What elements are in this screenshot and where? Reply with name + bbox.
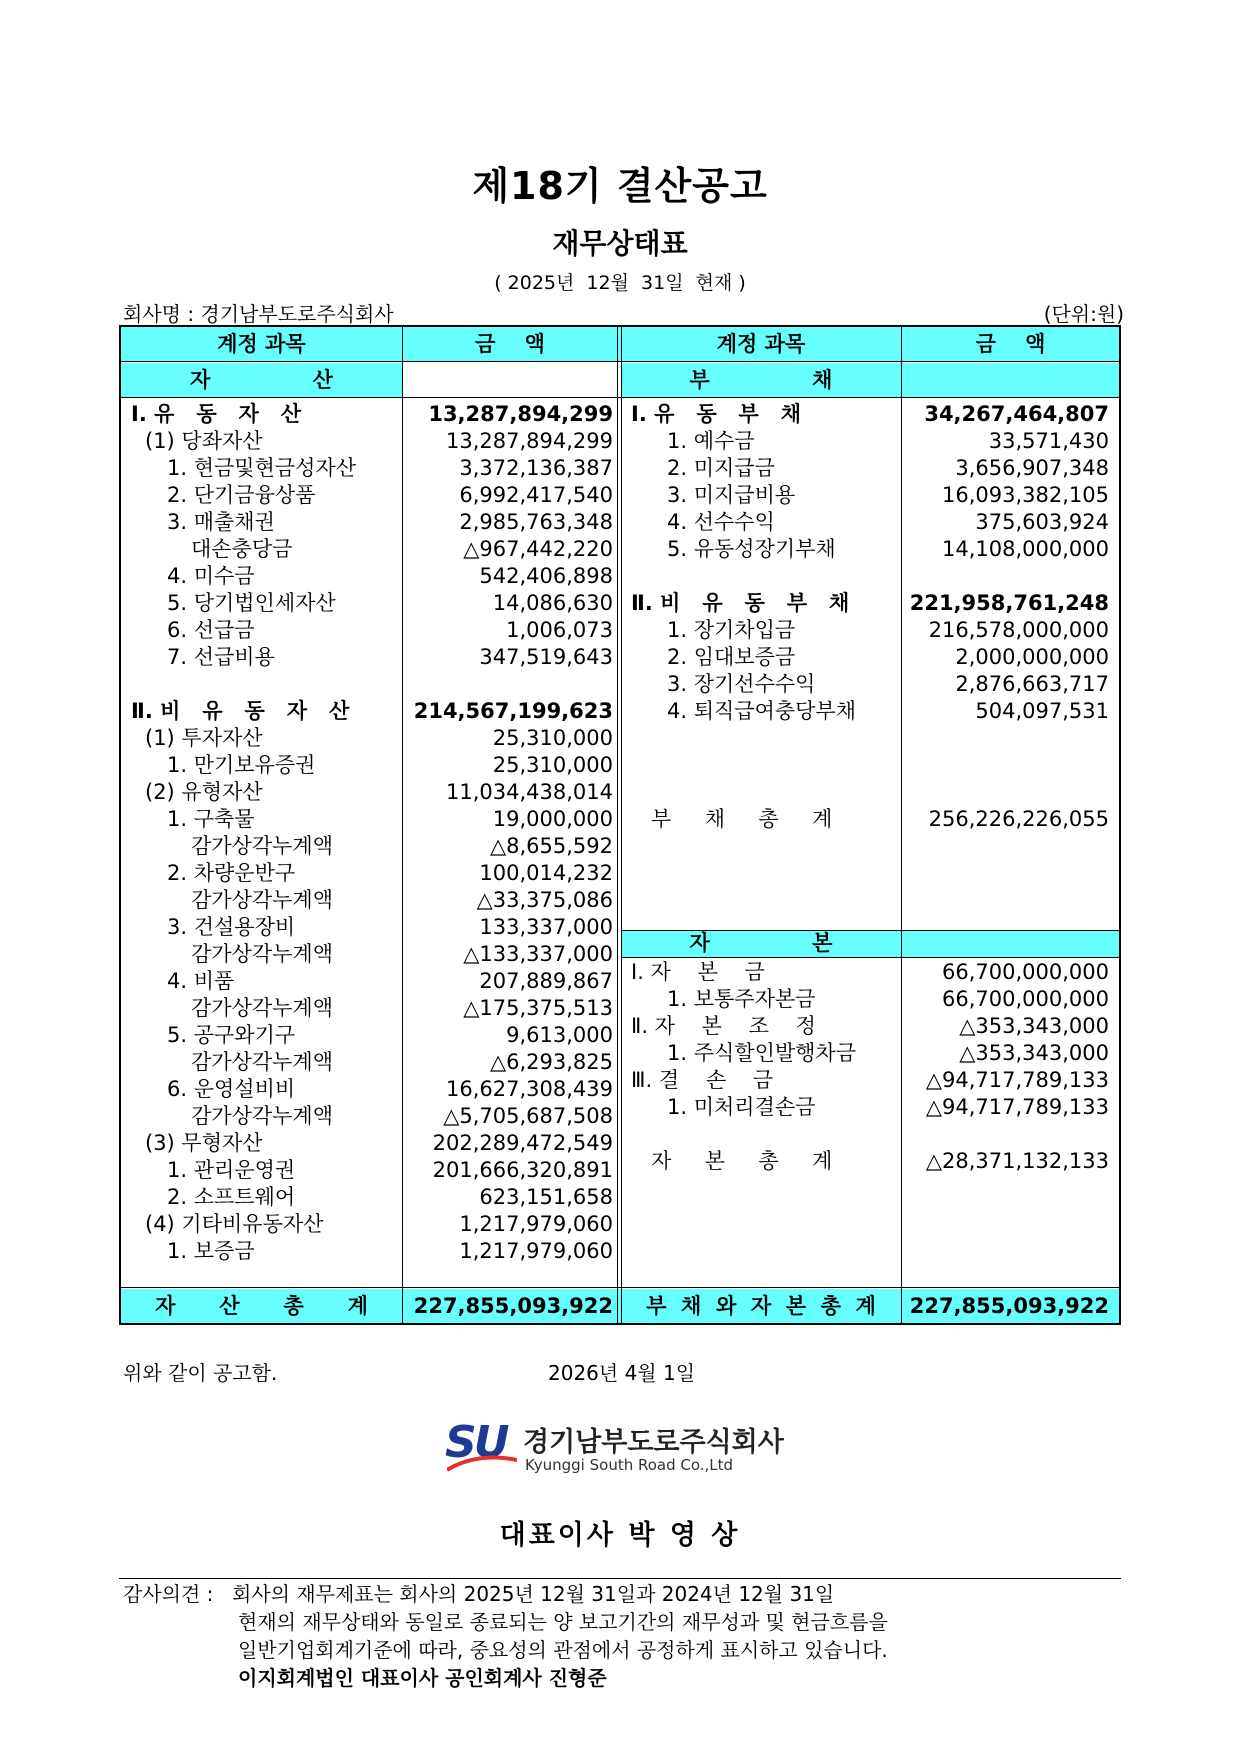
asset-row-amount: △8,655,592 <box>489 834 613 858</box>
asset-row-label: 4. 비품 <box>167 969 235 993</box>
audit-divider <box>119 1578 1121 1579</box>
col-header-amount-right: 금 액 <box>975 332 1046 356</box>
asset-row-amount: △33,375,086 <box>476 888 613 912</box>
liability-row-amount: 16,093,382,105 <box>942 483 1109 507</box>
audit-label: 감사의견 : <box>123 1582 214 1606</box>
audit-line-3: 일반기업회계기준에 따라, 중요성의 관점에서 공정하게 표시하고 있습니다. <box>238 1638 888 1662</box>
asset-row-amount: 623,151,658 <box>479 1185 613 1209</box>
asset-row-label: 7. 선급비용 <box>167 645 275 669</box>
col-header-account-right: 계정 과목 <box>716 332 806 356</box>
assets-section-title: 자 산 <box>190 368 333 392</box>
asset-row-label: 1. 만기보유증권 <box>167 753 316 777</box>
liability-row-amount: 14,108,000,000 <box>942 537 1109 561</box>
liability-row-label: 3. 장기선수수익 <box>667 672 816 696</box>
equity-row-label: 1. 주식할인발행차금 <box>667 1041 856 1065</box>
equity-row-label: Ⅱ. 자 본 조 정 <box>631 1014 816 1038</box>
page-title: 제18기 결산공고 <box>472 164 768 208</box>
asset-row-label: 3. 건설용장비 <box>167 915 296 939</box>
asset-row-amount: 1,217,979,060 <box>459 1239 613 1263</box>
asset-row-label: 감가상각누계액 <box>191 942 334 966</box>
asset-row-amount: 214,567,199,623 <box>413 699 613 723</box>
asset-row-amount: 9,613,000 <box>506 1023 613 1047</box>
asset-row-label: 1. 보증금 <box>167 1239 255 1263</box>
liability-row-amount: 221,958,761,248 <box>909 591 1109 615</box>
currency-unit: (단위:원) <box>1043 302 1124 326</box>
asset-row-label: 감가상각누계액 <box>191 1050 334 1074</box>
liability-row-amount: 375,603,924 <box>975 510 1109 534</box>
asset-row-amount: 25,310,000 <box>492 753 613 777</box>
equity-section-title: 자 본 <box>689 931 833 955</box>
liability-row-label: 4. 선수수익 <box>667 510 775 534</box>
asset-row-amount: 6,992,417,540 <box>459 483 613 507</box>
auditor-name: 이지회계법인 대표이사 공인회계사 진형준 <box>238 1666 607 1690</box>
asset-row-label: (3) 무형자산 <box>145 1131 263 1155</box>
liability-row-amount: 2,876,663,717 <box>955 672 1109 696</box>
asset-row-label: 감가상각누계액 <box>191 834 334 858</box>
liability-row-amount: 2,000,000,000 <box>955 645 1109 669</box>
asset-row-amount: 201,666,320,891 <box>432 1158 613 1182</box>
logo-swoosh-icon <box>447 1452 517 1474</box>
liability-row-amount: 216,578,000,000 <box>928 618 1109 642</box>
audit-line-2: 현재의 재무상태와 동일로 종료되는 양 보고기간의 재무성과 및 현금흐름을 <box>238 1610 888 1634</box>
logo-name-ko: 경기남부도로주식회사 <box>523 1427 784 1458</box>
liability-row-label: Ⅱ. 비 유 동 부 채 <box>631 591 850 615</box>
company-name: 회사명 : 경기남부도로주식회사 <box>123 302 394 326</box>
asset-row-label: 2. 소프트웨어 <box>167 1185 296 1209</box>
asset-row-label: 감가상각누계액 <box>191 888 334 912</box>
asset-row-amount: 11,034,438,014 <box>446 780 613 804</box>
total-liab-equity-label: 부 채 와 자 본 총 계 <box>646 1294 876 1318</box>
asset-row-label: (1) 투자자산 <box>145 726 263 750</box>
asset-row-label: 1. 관리운영권 <box>167 1158 296 1182</box>
asset-row-amount: 542,406,898 <box>479 564 613 588</box>
asset-row-label: (1) 당좌자산 <box>145 429 263 453</box>
equity-row-amount: △94,717,789,133 <box>925 1095 1109 1119</box>
balance-sheet-table <box>119 325 1121 1325</box>
asset-row-amount: 1,006,073 <box>506 618 613 642</box>
asset-row-label: 1. 구축물 <box>167 807 255 831</box>
liability-row-amount: 504,097,531 <box>975 699 1109 723</box>
asset-row-amount: 100,014,232 <box>479 861 613 885</box>
asset-row-label: 2. 단기금융상품 <box>167 483 316 507</box>
asset-row-amount: 207,889,867 <box>479 969 613 993</box>
col-header-account-left: 계정 과목 <box>217 332 306 356</box>
liability-row-amount: 33,571,430 <box>988 429 1109 453</box>
liability-row-amount: 3,656,907,348 <box>955 456 1109 480</box>
liability-row-label: 4. 퇴직급여충당부채 <box>667 699 856 723</box>
liability-row-label: 2. 임대보증금 <box>667 645 796 669</box>
equity-row-amount: △28,371,132,133 <box>925 1149 1109 1173</box>
asset-row-amount: 347,519,643 <box>479 645 613 669</box>
liability-row-label: Ⅰ. 유 동 부 채 <box>631 402 802 426</box>
asset-row-amount: △967,442,220 <box>463 537 613 561</box>
asset-row-amount: 133,337,000 <box>479 915 613 939</box>
asset-row-amount: 16,627,308,439 <box>446 1077 613 1101</box>
asset-row-label: 4. 미수금 <box>167 564 255 588</box>
asset-row-amount: 14,086,630 <box>492 591 613 615</box>
asset-row-label: 감가상각누계액 <box>191 1104 334 1128</box>
liability-row-label: 3. 미지급비용 <box>667 483 796 507</box>
total-liab-equity-amount: 227,855,093,922 <box>909 1294 1109 1318</box>
liability-row-label: 1. 장기차입금 <box>667 618 796 642</box>
asset-row-amount: 1,217,979,060 <box>459 1212 613 1236</box>
liabilities-section-title: 부 채 <box>689 368 833 392</box>
notice-text: 위와 같이 공고함. <box>123 1361 278 1385</box>
asset-row-label: 1. 현금및현금성자산 <box>167 456 356 480</box>
ceo-name: 대표이사 박 영 상 <box>499 1520 741 1551</box>
statement-title: 재무상태표 <box>552 227 688 260</box>
liability-row-label: 1. 예수금 <box>667 429 755 453</box>
asset-row-label: (4) 기타비유동자산 <box>145 1212 324 1236</box>
col-header-amount-left: 금 액 <box>475 332 545 356</box>
asset-row-label: 3. 매출채권 <box>167 510 275 534</box>
liability-row-amount: 256,226,226,055 <box>928 807 1109 831</box>
liability-row-label: 2. 미지급금 <box>667 456 775 480</box>
company-logo <box>445 1418 785 1478</box>
asset-row-amount: △5,705,687,508 <box>443 1104 613 1128</box>
asset-row-amount: 13,287,894,299 <box>446 429 613 453</box>
logo-name-en: Kyunggi South Road Co.,Ltd <box>525 1456 734 1474</box>
notice-date: 2026년 4월 1일 <box>548 1361 696 1385</box>
equity-row-amount: △353,343,000 <box>959 1014 1109 1038</box>
asset-row-amount: 13,287,894,299 <box>428 402 613 426</box>
asset-row-amount: △133,337,000 <box>463 942 613 966</box>
asset-row-label: 2. 차량운반구 <box>167 861 296 885</box>
equity-row-amount: 66,700,000,000 <box>942 987 1109 1011</box>
asset-row-label: 대손충당금 <box>191 537 293 561</box>
asset-row-label: 6. 운영설비비 <box>167 1077 296 1101</box>
liability-row-label: 부 채 총 계 <box>631 807 833 831</box>
asset-row-label: 5. 당기법인세자산 <box>167 591 336 615</box>
equity-row-label: 1. 미처리결손금 <box>667 1095 816 1119</box>
liability-row-label: 5. 유동성장기부채 <box>667 537 836 561</box>
asset-row-label: Ⅱ. 비 유 동 자 산 <box>131 699 350 723</box>
asset-row-amount: 202,289,472,549 <box>432 1131 613 1155</box>
asset-row-label: 6. 선급금 <box>167 618 255 642</box>
equity-row-label: Ⅲ. 결 손 금 <box>631 1068 774 1092</box>
asset-row-label: (2) 유형자산 <box>145 780 263 804</box>
equity-row-amount: △353,343,000 <box>959 1041 1109 1065</box>
asset-row-amount: △6,293,825 <box>489 1050 613 1074</box>
asset-row-label: Ⅰ. 유 동 자 산 <box>131 402 302 426</box>
audit-line-1: 회사의 재무제표는 회사의 2025년 12월 31일과 2024년 12월 31일 <box>232 1582 835 1606</box>
equity-row-amount: 66,700,000,000 <box>942 960 1109 984</box>
total-assets-amount: 227,855,093,922 <box>413 1294 613 1318</box>
asset-row-amount: 25,310,000 <box>492 726 613 750</box>
asset-row-label: 감가상각누계액 <box>191 996 334 1020</box>
asset-row-amount: 2,985,763,348 <box>459 510 613 534</box>
logo-mark: SU <box>445 1417 507 1468</box>
equity-row-label: 1. 보통주자본금 <box>667 987 816 1011</box>
equity-row-amount: △94,717,789,133 <box>925 1068 1109 1092</box>
asset-row-amount: 19,000,000 <box>492 807 613 831</box>
total-assets-label: 자 산 총 계 <box>155 1294 368 1318</box>
equity-row-label: 자 본 총 계 <box>631 1149 833 1173</box>
asset-row-label: 5. 공구와기구 <box>167 1023 296 1047</box>
asset-row-amount: 3,372,136,387 <box>459 456 613 480</box>
equity-row-label: Ⅰ. 자 본 금 <box>631 960 765 984</box>
asset-row-amount: △175,375,513 <box>463 996 613 1020</box>
liability-row-amount: 34,267,464,807 <box>924 402 1109 426</box>
statement-date: ( 2025년 12월 31일 현재 ) <box>494 272 746 294</box>
